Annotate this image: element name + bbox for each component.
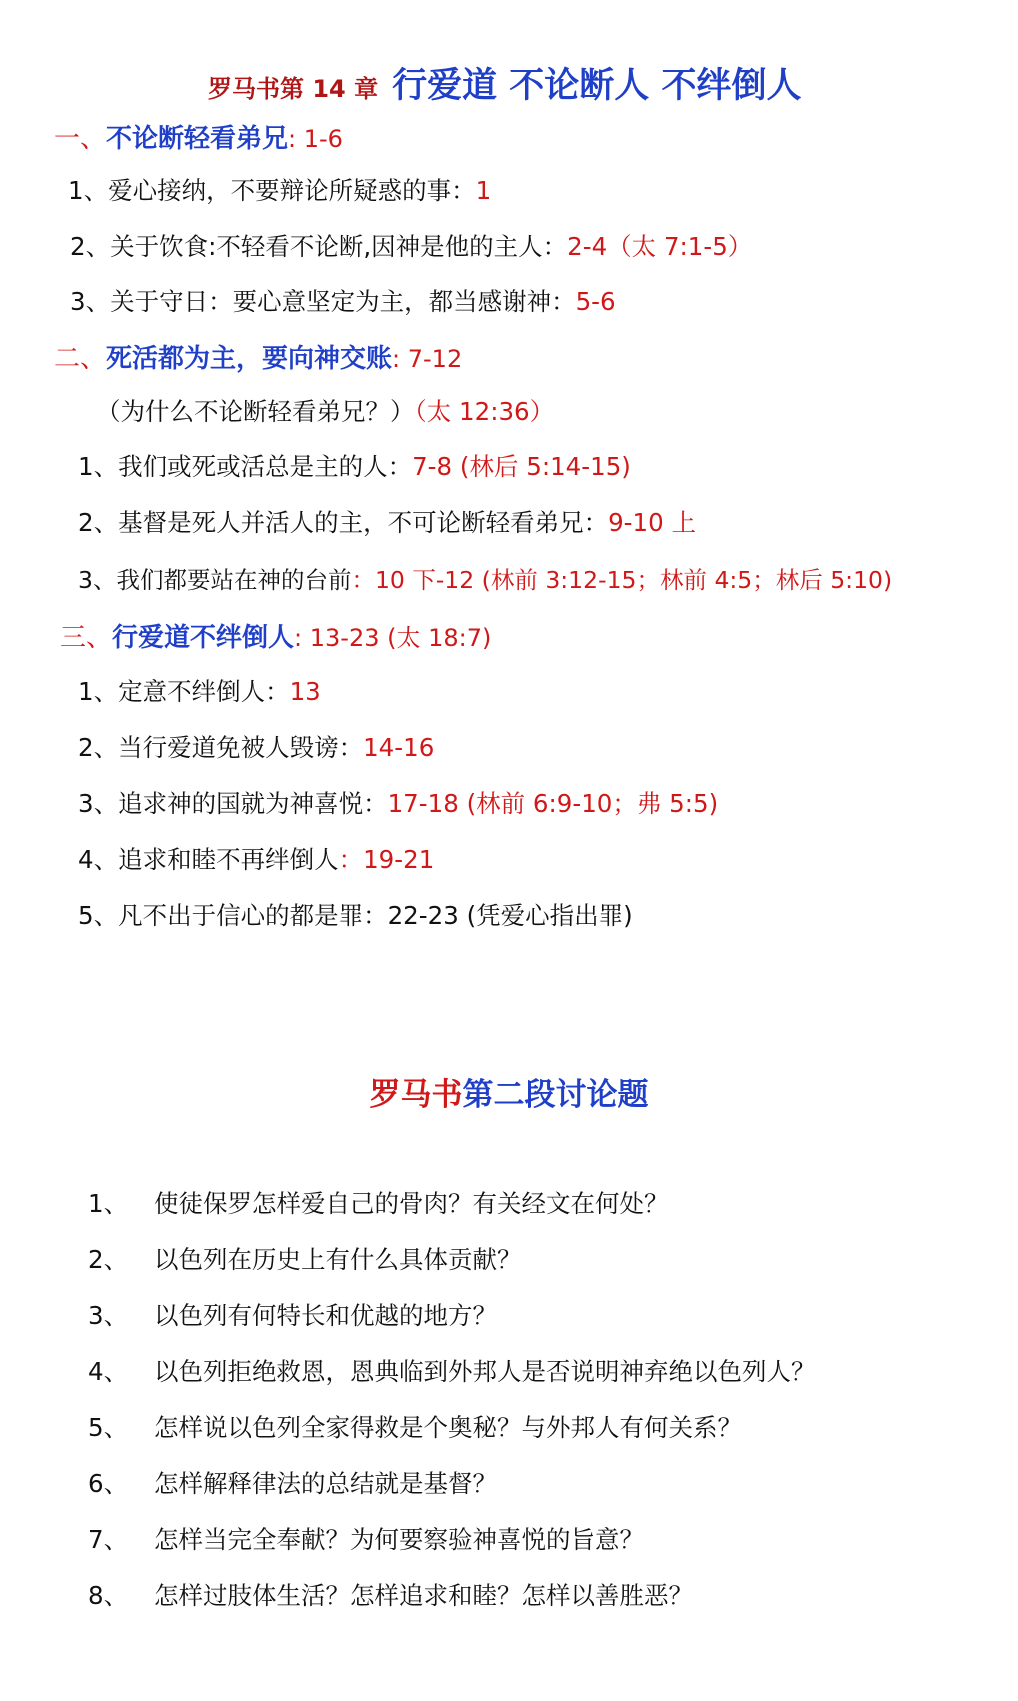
question-number: 8、 <box>88 1581 129 1610</box>
section-ref: : 7-12 <box>392 345 463 373</box>
question-text: 怎样当完全奉献？为何要察验神喜悦的旨意？ <box>154 1525 644 1554</box>
section-title: 死活都为主，要向神交账 <box>106 344 393 374</box>
question-text: 怎样说以色列全家得救是个奥秘？与外邦人有何关系？ <box>154 1413 742 1442</box>
item-text: 1、定意不绊倒人： <box>78 677 290 706</box>
outline-item <box>78 504 696 539</box>
question-number: 2、 <box>88 1245 129 1274</box>
section-heading-1 <box>54 118 343 155</box>
question-number: 4、 <box>88 1357 129 1386</box>
discussion-title <box>0 1069 1018 1114</box>
question-text: 以色列拒绝救恩，恩典临到外邦人是否说明神弃绝以色列人？ <box>154 1357 816 1386</box>
item-text: 1、我们或死或活总是主的人： <box>78 452 413 481</box>
note-ref: （太 12:36） <box>414 397 555 426</box>
item-ref: 13 <box>289 677 321 706</box>
outline-item <box>70 283 616 318</box>
question-item <box>88 1241 522 1276</box>
section-note <box>96 393 554 428</box>
outline-item <box>70 228 752 263</box>
section-title: 行爱道不绊倒人 <box>112 623 295 653</box>
question-item <box>88 1521 644 1556</box>
question-item <box>88 1297 497 1332</box>
section-ref: : 13-23 (太 18:7) <box>294 624 492 652</box>
note-text: （为什么不论断轻看弟兄？） <box>96 397 415 426</box>
item-ref: 7-8 (林后 5:14-15) <box>412 452 631 481</box>
discussion-title-topic: 第二段讨论题 <box>462 1077 649 1113</box>
outline-item <box>78 561 892 595</box>
outline-item <box>78 841 434 876</box>
question-number: 7、 <box>88 1525 129 1554</box>
question-number: 3、 <box>88 1301 129 1330</box>
question-item <box>88 1577 693 1612</box>
item-ref: 14-16 <box>363 733 435 762</box>
item-text: 3、关于守日：要心意坚定为主，都当感谢神： <box>70 287 576 316</box>
item-text: 4、追求和睦不再绊倒人 <box>78 845 339 874</box>
item-ref: 2-4（太 7:1-5） <box>567 232 753 261</box>
question-item <box>88 1353 816 1388</box>
section-title: 不论断轻看弟兄 <box>106 124 289 154</box>
item-text: 2、基督是死人并活人的主，不可论断轻看弟兄： <box>78 508 609 537</box>
item-ref: 17-18 (林前 6:9-10；弗 5:5) <box>387 789 719 818</box>
question-text: 怎样解释律法的总结就是基督？ <box>154 1469 497 1498</box>
section-number: 一、 <box>54 124 107 154</box>
title-theme: 行爱道 不论断人 不绊倒人 <box>392 66 802 106</box>
section-number: 二、 <box>54 344 107 374</box>
question-item <box>88 1409 742 1444</box>
outline-item <box>78 785 718 820</box>
question-number: 5、 <box>88 1413 129 1442</box>
question-text: 以色列在历史上有什么具体贡献？ <box>154 1245 522 1274</box>
question-text: 怎样过肢体生活？怎样追求和睦？怎样以善胜恶？ <box>154 1581 693 1610</box>
discussion-title-book: 罗马书 <box>369 1077 463 1113</box>
question-number: 6、 <box>88 1469 129 1498</box>
section-ref: : 1-6 <box>288 125 343 153</box>
section-number: 三、 <box>60 623 113 653</box>
item-ref: 1 <box>475 176 492 205</box>
item-text: 2、关于饮食:不轻看不论断,因神是他的主人： <box>70 232 568 261</box>
item-ref: ：19-21 <box>338 845 435 874</box>
question-text: 以色列有何特长和优越的地方？ <box>154 1301 497 1330</box>
item-text: 3、追求神的国就为神喜悦： <box>78 789 388 818</box>
item-text: 2、当行爱道免被人毁谤： <box>78 733 364 762</box>
outline-item <box>78 448 631 483</box>
question-item <box>88 1185 669 1220</box>
outline-item <box>78 897 633 932</box>
item-ref: 5-6 <box>575 287 616 316</box>
section-heading-2 <box>54 338 462 375</box>
title-chapter: 罗马书第 14 章 <box>208 75 379 103</box>
item-text: 3、我们都要站在神的台前 <box>78 566 352 594</box>
item-text: 1、爱心接纳，不要辩论所疑惑的事： <box>68 176 476 205</box>
page-title <box>208 58 801 108</box>
item-text: 5、凡不出于信心的都是罪：22-23 (凭爱心指出罪) <box>78 901 633 930</box>
question-item <box>88 1465 497 1500</box>
outline-item <box>68 172 491 207</box>
item-ref: 9-10 上 <box>608 508 696 537</box>
question-number: 1、 <box>88 1189 129 1218</box>
outline-item <box>78 729 434 764</box>
item-ref: ：10 下-12 (林前 3:12-15；林前 4:5；林后 5:10) <box>351 566 893 594</box>
outline-item <box>78 673 321 708</box>
section-heading-3 <box>60 617 491 654</box>
question-text: 使徒保罗怎样爱自己的骨肉？有关经文在何处？ <box>154 1189 669 1218</box>
